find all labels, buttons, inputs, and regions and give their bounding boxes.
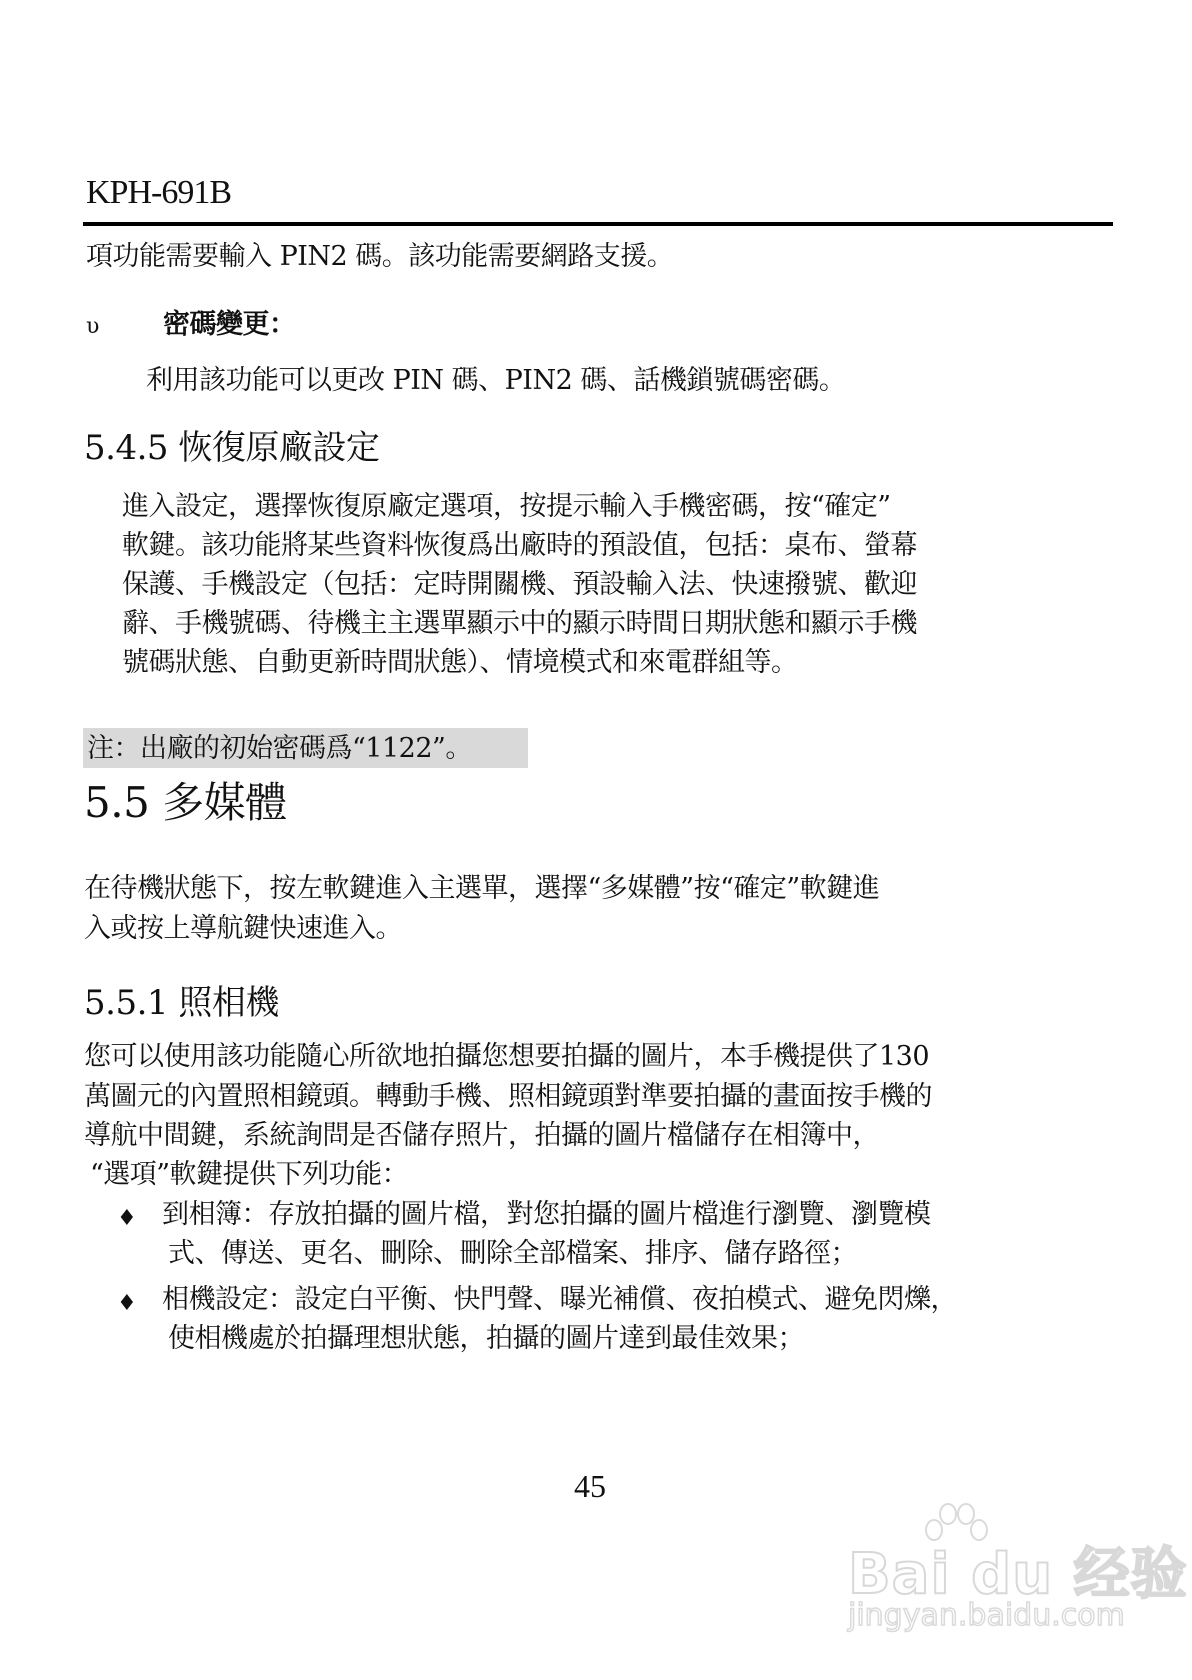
paragraph-line: 在待機狀態下，按左軟鍵進入主選單，選擇“多媒體”按“確定”軟鍵進 [84,873,880,904]
section-heading-545: 5.4.5 恢復原廠設定 [84,428,380,468]
diamond-bullet-icon: ♦ [117,1206,137,1231]
paragraph-line: 號碼狀態、自動更新時間狀態）、情境模式和來電群組等。 [122,647,798,678]
list-item-line: 相機設定：設定白平衡、快門聲、曝光補償、夜拍模式、避免閃爍， [162,1284,957,1315]
list-item-line: 使相機處於拍攝理想狀態，拍攝的圖片達到最佳效果； [168,1323,804,1354]
note-text: 注：出廠的初始密碼爲“1122”。 [87,733,472,764]
section-heading-551: 5.5.1 照相機 [84,983,279,1023]
paragraph-line: 進入設定，選擇恢復原廠定選項，按提示輸入手機密碼，按“確定” [122,491,891,522]
paragraph-line: 您可以使用該功能隨心所欲地拍攝您想要拍攝的圖片，本手機提供了130 [84,1041,930,1072]
bullet-upsilon-icon: υ [86,314,99,339]
watermark-url: jingyan.baidu.com [848,1598,1125,1633]
page-number: 45 [574,1468,606,1504]
baidu-watermark [848,1500,1188,1633]
document-model-header: KPH-691B [86,174,232,211]
list-item-line: 式、傳送、更名、刪除、刪除全部檔案、排序、儲存路徑； [168,1238,857,1269]
watermark-logo-text: Bai du 经验 [848,1542,1188,1607]
intro-paragraph: 項功能需要輸入 PIN2 碼。該功能需要網路支援。 [86,241,674,272]
header-divider [83,222,1113,226]
paragraph-line: 保護、手機設定（包括：定時開關機、預設輸入法、快速撥號、歡迎 [122,569,917,600]
list-item-line: 到相簿：存放拍攝的圖片檔，對您拍攝的圖片檔進行瀏覽、瀏覽模 [162,1199,931,1230]
paragraph-line: 辭、手機號碼、待機主主選單顯示中的顯示時間日期狀態和顯示手機 [122,608,917,639]
section-heading-55: 5.5 多媒體 [84,778,287,827]
paragraph-line: 萬圖元的內置照相鏡頭。轉動手機、照相鏡頭對準要拍攝的畫面按手機的 [84,1081,932,1112]
paragraph-line: 導航中間鍵，系統詢問是否儲存照片，拍攝的圖片檔儲存在相簿中， [84,1120,879,1151]
diamond-bullet-icon: ♦ [117,1291,137,1316]
password-change-text: 利用該功能可以更改 PIN 碼、PIN2 碼、話機鎖號碼密碼。 [146,365,846,396]
paragraph-line: 軟鍵。該功能將某些資料恢復爲出廠時的預設值，包括：桌布、螢幕 [122,530,917,561]
password-change-title: 密碼變更： [163,309,296,340]
paragraph-line: 入或按上導航鍵快速進入。 [84,913,402,944]
paragraph-line: “選項”軟鍵提供下列功能： [90,1159,409,1190]
